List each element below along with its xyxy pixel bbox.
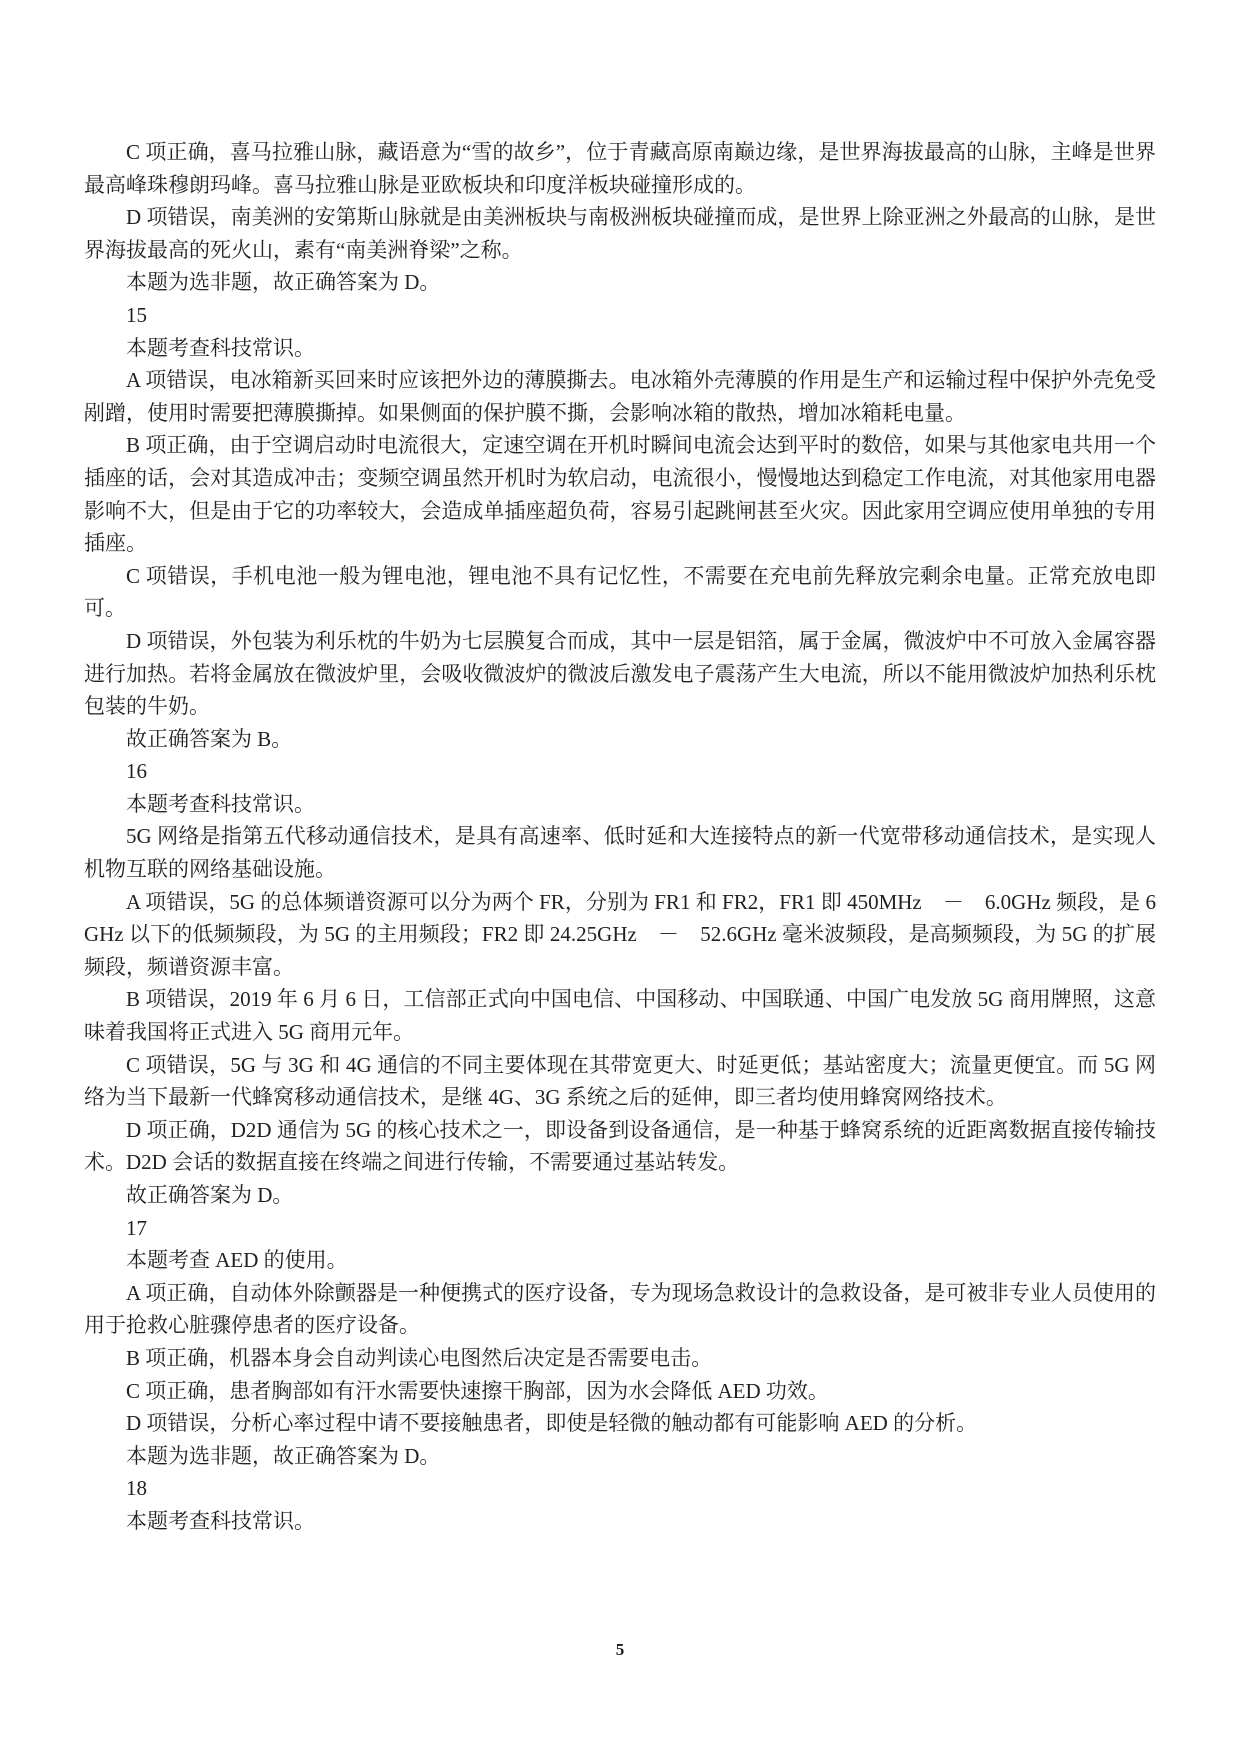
- q17-option-c-explanation: C 项正确，患者胸部如有汗水需要快速擦干胸部，因为水会降低 AED 功效。: [126, 1378, 829, 1403]
- q17-topic-line: 本题考查 AED 的使用。: [126, 1248, 348, 1273]
- q15-option-c-explanation: C 项错误，手机电池一般为锂电池，锂电池不具有记忆性，不需要在充电前先释放完剩余电量。正常充放电即可。: [84, 563, 1156, 621]
- question-number-16: 16: [126, 759, 147, 784]
- page-number: 5: [615, 1640, 625, 1659]
- q15-option-b-explanation: B 项正确，由于空调启动时电流很大，定速空调在开机时瞬间电流会达到平时的数倍，如果与其他家电共用一个插座的话，会对其造成冲击；变频空调虽然开机时为软启动，电流很小，慢慢地达到稳定工作电流，对其他家用电器影响不大，但是由于它的功率较大，会造成单插座超负荷，容易引起跳闸甚至火灾。因此家用空调应使用单独的专用插座。: [84, 433, 1156, 556]
- q14-option-c-explanation: C 项正确，喜马拉雅山脉，藏语意为“雪的故乡”，位于青藏高原南巅边缘，是世界海拔最高的山脉，主峰是世界最高峰珠穆朗玛峰。喜马拉雅山脉是亚欧板块和印度洋板块碰撞形成的。: [84, 140, 1156, 197]
- q15-option-d-explanation: D 项错误，外包装为利乐枕的牛奶为七层膜复合而成，其中一层是铝箔，属于金属，微波炉中不可放入金属容器进行加热。若将金属放在微波炉里，会吸收微波炉的微波后激发电子震荡产生大电流，所以不能用微波炉加热利乐枕包装的牛奶。: [84, 628, 1156, 719]
- q16-option-b-explanation: B 项错误，2019 年 6 月 6 日，工信部正式向中国电信、中国移动、中国联通、中国广电发放 5G 商用牌照，这意味着我国将正式进入 5G 商用元年。: [84, 987, 1156, 1045]
- q15-answer-line: 故正确答案为 B。: [126, 726, 293, 751]
- q14-answer-line: 本题为选非题，故正确答案为 D。: [126, 270, 441, 295]
- q16-intro-5g: 5G 网络是指第五代移动通信技术，是具有高速率、低时延和大连接特点的新一代宽带移动通信技术，是实现人机物互联的网络基础设施。: [84, 824, 1156, 882]
- q17-answer-line: 本题为选非题，故正确答案为 D。: [126, 1443, 441, 1468]
- question-number-18: 18: [126, 1476, 147, 1501]
- q16-option-c-explanation: C 项错误，5G 与 3G 和 4G 通信的不同主要体现在其带宽更大、时延更低；基站密度大；流量更便宜。而 5G 网络为当下最新一代蜂窝移动通信技术，是继 4G、3G 系统之后的延伸，即三者均使用蜂窝网络技术。: [84, 1052, 1156, 1110]
- q16-answer-line: 故正确答案为 D。: [126, 1183, 294, 1207]
- q16-option-a-explanation: A 项错误，5G 的总体频谱资源可以分为两个 FR，分别为 FR1 和 FR2，FR1 即 450MHz － 6.0GHz 频段，是 6GHz 以下的低频频段，为 5G 的主用频段；FR2 即 24.25GHz － 52.6GHz 毫米波频段，是高频频段，为 5G 的扩展频段，频谱资源丰富。: [84, 889, 1156, 979]
- question-number-15: 15: [126, 302, 147, 327]
- q17-option-a-explanation: A 项正确，自动体外除颤器是一种便携式的医疗设备，专为现场急救设计的急救设备，是可被非专业人员使用的用于抢救心脏骤停患者的医疗设备。: [84, 1280, 1156, 1338]
- q16-option-d-explanation: D 项正确，D2D 通信为 5G 的核心技术之一，即设备到设备通信，是一种基于蜂窝系统的近距离数据直接传输技术。D2D 会话的数据直接在终端之间进行传输，不需要通过基站转发。: [84, 1117, 1156, 1175]
- answer-explanations: [84, 136, 1156, 1538]
- q16-topic-line: 本题考查科技常识。: [126, 791, 315, 816]
- q15-topic-line: 本题考查科技常识。: [126, 335, 315, 360]
- q17-option-b-explanation: B 项正确，机器本身会自动判读心电图然后决定是否需要电击。: [126, 1345, 713, 1370]
- q14-option-d-explanation: D 项错误，南美洲的安第斯山脉就是由美洲板块与南极洲板块碰撞而成，是世界上除亚洲之外最高的山脉，是世界海拔最高的死火山，素有“南美洲脊梁”之称。: [84, 205, 1156, 262]
- q18-topic-line: 本题考查科技常识。: [126, 1508, 315, 1533]
- page-footer: [0, 1640, 1240, 1660]
- q15-option-a-explanation: A 项错误，电冰箱新买回来时应该把外边的薄膜撕去。电冰箱外壳薄膜的作用是生产和运输过程中保护外壳免受剐蹭，使用时需要把薄膜撕掉。如果侧面的保护膜不撕，会影响冰箱的散热，增加冰箱耗电量。: [84, 368, 1156, 425]
- q17-option-d-explanation: D 项错误，分析心率过程中请不要接触患者，即使是轻微的触动都有可能影响 AED 的分析。: [126, 1411, 978, 1436]
- question-number-17: 17: [126, 1215, 147, 1240]
